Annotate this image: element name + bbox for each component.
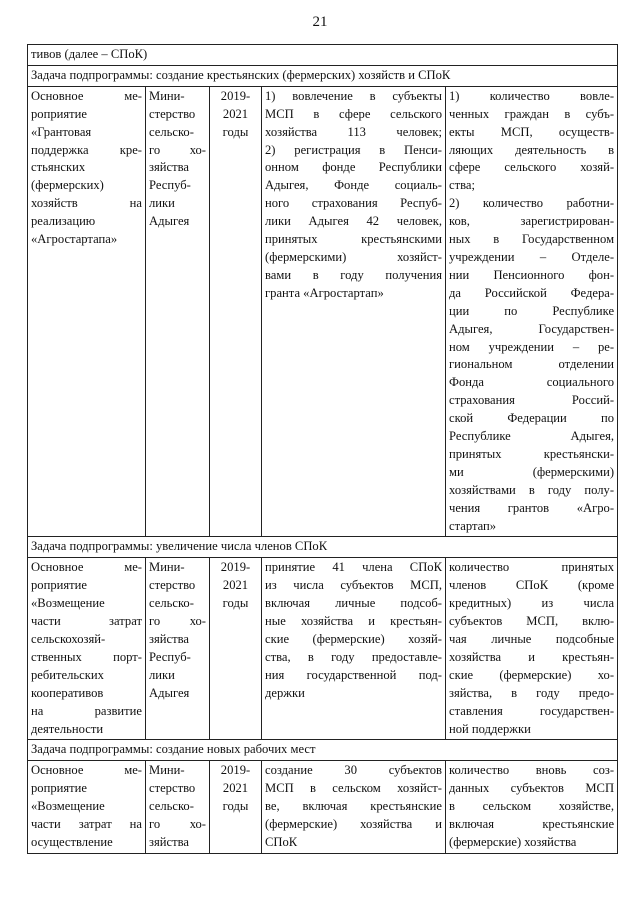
indicator-cell xyxy=(446,86,618,537)
cell-line: зяйства xyxy=(149,632,189,646)
cell-line: ции по Республике xyxy=(449,303,615,318)
cell-line: 2021 xyxy=(222,578,249,593)
cell-line: Фонда социального xyxy=(449,375,615,390)
cell-line: реализацию xyxy=(31,214,96,229)
cell-line: роприятие xyxy=(31,781,87,796)
cell-line: стерство xyxy=(149,106,196,121)
cell-line: СПоК xyxy=(265,834,298,849)
task-row xyxy=(28,740,618,761)
cell-line: 2019- xyxy=(220,88,251,103)
cell-line: (фермерские) хозяйства и xyxy=(265,817,442,832)
cell-line: ной поддержки xyxy=(449,721,531,736)
cell-line: сельско- xyxy=(149,596,194,611)
cell-line: гиональном отделении xyxy=(449,357,615,372)
result-cell xyxy=(262,86,446,537)
cell-line: данных субъектов МСП xyxy=(449,781,615,796)
cell-line: чения грантов «Агро- xyxy=(449,500,615,515)
task-title: Задача подпрограммы: создание крестьянских (фермерских) хозяйств и СПоК xyxy=(28,65,618,86)
cell-line: лики Адыгея 42 человек, xyxy=(265,214,442,229)
cell-line: в сельском хозяйстве, xyxy=(449,799,615,814)
cell-line: Основное ме- xyxy=(31,560,142,575)
cell-line: поддержка кре- xyxy=(31,142,142,157)
cell-line: части затрат xyxy=(31,614,142,629)
measure-cell xyxy=(28,86,146,537)
result-cell xyxy=(262,761,446,854)
cell-line: МСП в сфере сельского xyxy=(265,106,442,121)
cell-line: зяйства xyxy=(149,834,189,849)
cell-line: 1) количество вовле- xyxy=(449,88,615,103)
cell-line: части затрат на xyxy=(31,817,142,832)
cell-line: онном фонде Республики xyxy=(265,160,442,175)
cell-line: ков, зарегистрирован- xyxy=(449,214,615,229)
cell-line: (фермерскими) хозяйст- xyxy=(265,249,442,264)
cell-line: да Российской Федера- xyxy=(449,285,615,300)
cell-line: включая личные подсоб- xyxy=(265,596,442,611)
cell-line: (фермерских) xyxy=(31,178,104,193)
cell-line: Основное ме- xyxy=(31,88,142,103)
task-title: Задача подпрограммы: создание новых рабочих мест xyxy=(28,740,618,761)
cell-line: екты МСП, осуществ- xyxy=(449,124,615,139)
cell-line: лики xyxy=(149,667,175,682)
cell-line: стьянских xyxy=(31,160,86,175)
cell-line: ребительских xyxy=(31,667,104,682)
cell-line: ного страхования Респуб- xyxy=(265,196,442,211)
measure-cell xyxy=(28,558,146,740)
cell-line: Мини- xyxy=(149,763,185,778)
cell-line: ные хозяйства и крестьян- xyxy=(265,614,442,629)
result-cell xyxy=(262,558,446,740)
cell-line: Республике Адыгея, xyxy=(449,429,615,444)
cell-line: Мини- xyxy=(149,88,185,103)
cell-line: 2) количество работни- xyxy=(449,196,615,211)
cell-line: ской Федерации по xyxy=(449,411,615,426)
cell-line: ские (фермерские) хозяй- xyxy=(265,632,442,646)
cell-line: хозяйства и крестьян- xyxy=(449,649,615,664)
cell-line: стерство xyxy=(149,578,196,593)
header-fragment-row xyxy=(28,45,618,66)
cell-line: хозяйства 113 человек; xyxy=(265,124,442,139)
cell-line: стерство xyxy=(149,781,196,796)
cell-line: нии Пенсионного фон- xyxy=(449,267,615,282)
cell-line: принятых крестьянскими xyxy=(265,232,442,247)
cell-line: сельско- xyxy=(149,799,194,814)
cell-line: сфере сельского хозяй- xyxy=(449,160,615,175)
cell-line: зяйства xyxy=(149,160,189,175)
cell-line: Адыгея xyxy=(149,214,190,229)
cell-line: количество принятых xyxy=(449,560,615,575)
cell-line: членов СПоК (кроме xyxy=(449,578,615,593)
cell-line: держки xyxy=(265,685,305,700)
cell-line: Адыгея, Фонде социаль- xyxy=(265,178,442,193)
cell-line: 2019- xyxy=(220,560,251,575)
cell-line: ных в Государственном xyxy=(449,232,615,247)
cell-line: Адыгея, Государствен- xyxy=(449,321,615,336)
task-title: Задача подпрограммы: увеличение числа членов СПоК xyxy=(28,537,618,558)
cell-line: 2) регистрация в Пенси- xyxy=(265,142,442,157)
header-fragment: тивов (далее – СПоК) xyxy=(28,45,618,66)
period-cell xyxy=(210,86,262,537)
cell-line: ния государственной под- xyxy=(265,667,442,682)
period-cell xyxy=(210,761,262,854)
cell-line: учреждении – Отделе- xyxy=(449,249,615,264)
cell-line: 2019- xyxy=(220,763,251,778)
cell-line: Респуб- xyxy=(149,178,191,193)
cell-line: принятых крестьянски- xyxy=(449,446,615,461)
cell-line: ном учреждении – ре- xyxy=(449,339,615,354)
cell-line: МСП в сельском хозяйст- xyxy=(265,781,442,796)
measure-cell xyxy=(28,761,146,854)
cell-line: ляющих деятельность в xyxy=(449,142,615,157)
cell-line: кооперативов xyxy=(31,685,104,700)
cell-line: хозяйств на xyxy=(31,196,142,211)
cell-line: ми (фермерскими) xyxy=(449,464,615,479)
task-row xyxy=(28,65,618,86)
cell-line: ские (фермерские) хо- xyxy=(449,667,615,682)
measure-row xyxy=(28,761,618,854)
cell-line: зяйства, в году предо- xyxy=(449,685,615,700)
cell-line: Мини- xyxy=(149,560,185,575)
cell-line: «Возмещение xyxy=(31,596,105,611)
cell-line: осуществление xyxy=(31,834,113,849)
cell-line: Респуб- xyxy=(149,649,191,664)
cell-line: сельскохозяй- xyxy=(31,632,106,646)
measure-row xyxy=(28,558,618,740)
executor-cell xyxy=(146,761,210,854)
cell-line: Адыгея xyxy=(149,685,190,700)
page-number: 21 xyxy=(312,14,328,30)
indicator-cell xyxy=(446,558,618,740)
cell-line: 1) вовлечение в субъекты xyxy=(265,88,442,103)
cell-line: роприятие xyxy=(31,578,87,593)
indicator-cell xyxy=(446,761,618,854)
cell-line: лики xyxy=(149,196,175,211)
cell-line: го хо- xyxy=(149,817,206,832)
executor-cell xyxy=(146,558,210,740)
cell-line: годы xyxy=(222,124,249,139)
cell-line: создание 30 субъектов xyxy=(265,763,442,778)
cell-line: роприятие xyxy=(31,106,87,121)
cell-line: вами в году получения xyxy=(265,267,442,282)
measure-row xyxy=(28,86,618,537)
cell-line: 2021 xyxy=(222,106,249,121)
cell-line: ставления государствен- xyxy=(449,703,615,718)
cell-line: ства, в году предоставле- xyxy=(265,649,442,664)
cell-line: ства; xyxy=(449,178,475,193)
cell-line: сельско- xyxy=(149,124,194,139)
cell-line: включая крестьянские xyxy=(449,817,615,832)
cell-line: годы xyxy=(222,596,249,611)
cell-line: из числа субъектов МСП, xyxy=(265,578,442,593)
cell-line: «Возмещение xyxy=(31,799,105,814)
cell-line: субъектов МСП, вклю- xyxy=(449,614,615,629)
task-row xyxy=(28,537,618,558)
cell-line: (фермерские) хозяйства xyxy=(449,834,577,849)
cell-line: на развитие xyxy=(31,703,142,718)
cell-line: «Грантовая xyxy=(31,124,92,139)
cell-line: годы xyxy=(222,799,249,814)
period-cell xyxy=(210,558,262,740)
cell-line: «Агростартапа» xyxy=(31,232,118,247)
cell-line: деятельности xyxy=(31,721,104,736)
cell-line: количество вновь соз- xyxy=(449,763,615,778)
program-table xyxy=(27,44,618,854)
cell-line: ве, включая крестьянские xyxy=(265,799,442,814)
cell-line: гранта «Агростартап» xyxy=(265,285,384,300)
cell-line: ственных порт- xyxy=(31,649,142,664)
cell-line: стартап» xyxy=(449,518,497,533)
cell-line: Основное ме- xyxy=(31,763,142,778)
executor-cell xyxy=(146,86,210,537)
cell-line: принятие 41 члена СПоК xyxy=(265,560,442,575)
cell-line: го хо- xyxy=(149,614,206,629)
cell-line: кредитных) из числа xyxy=(449,596,615,611)
cell-line: ченных граждан в субъ- xyxy=(449,106,615,121)
cell-line: чая личные подсобные xyxy=(449,632,615,646)
cell-line: 2021 xyxy=(222,781,249,796)
cell-line: го хо- xyxy=(149,142,206,157)
cell-line: хозяйствами в году полу- xyxy=(449,482,615,497)
cell-line: страхования Россий- xyxy=(449,393,615,408)
